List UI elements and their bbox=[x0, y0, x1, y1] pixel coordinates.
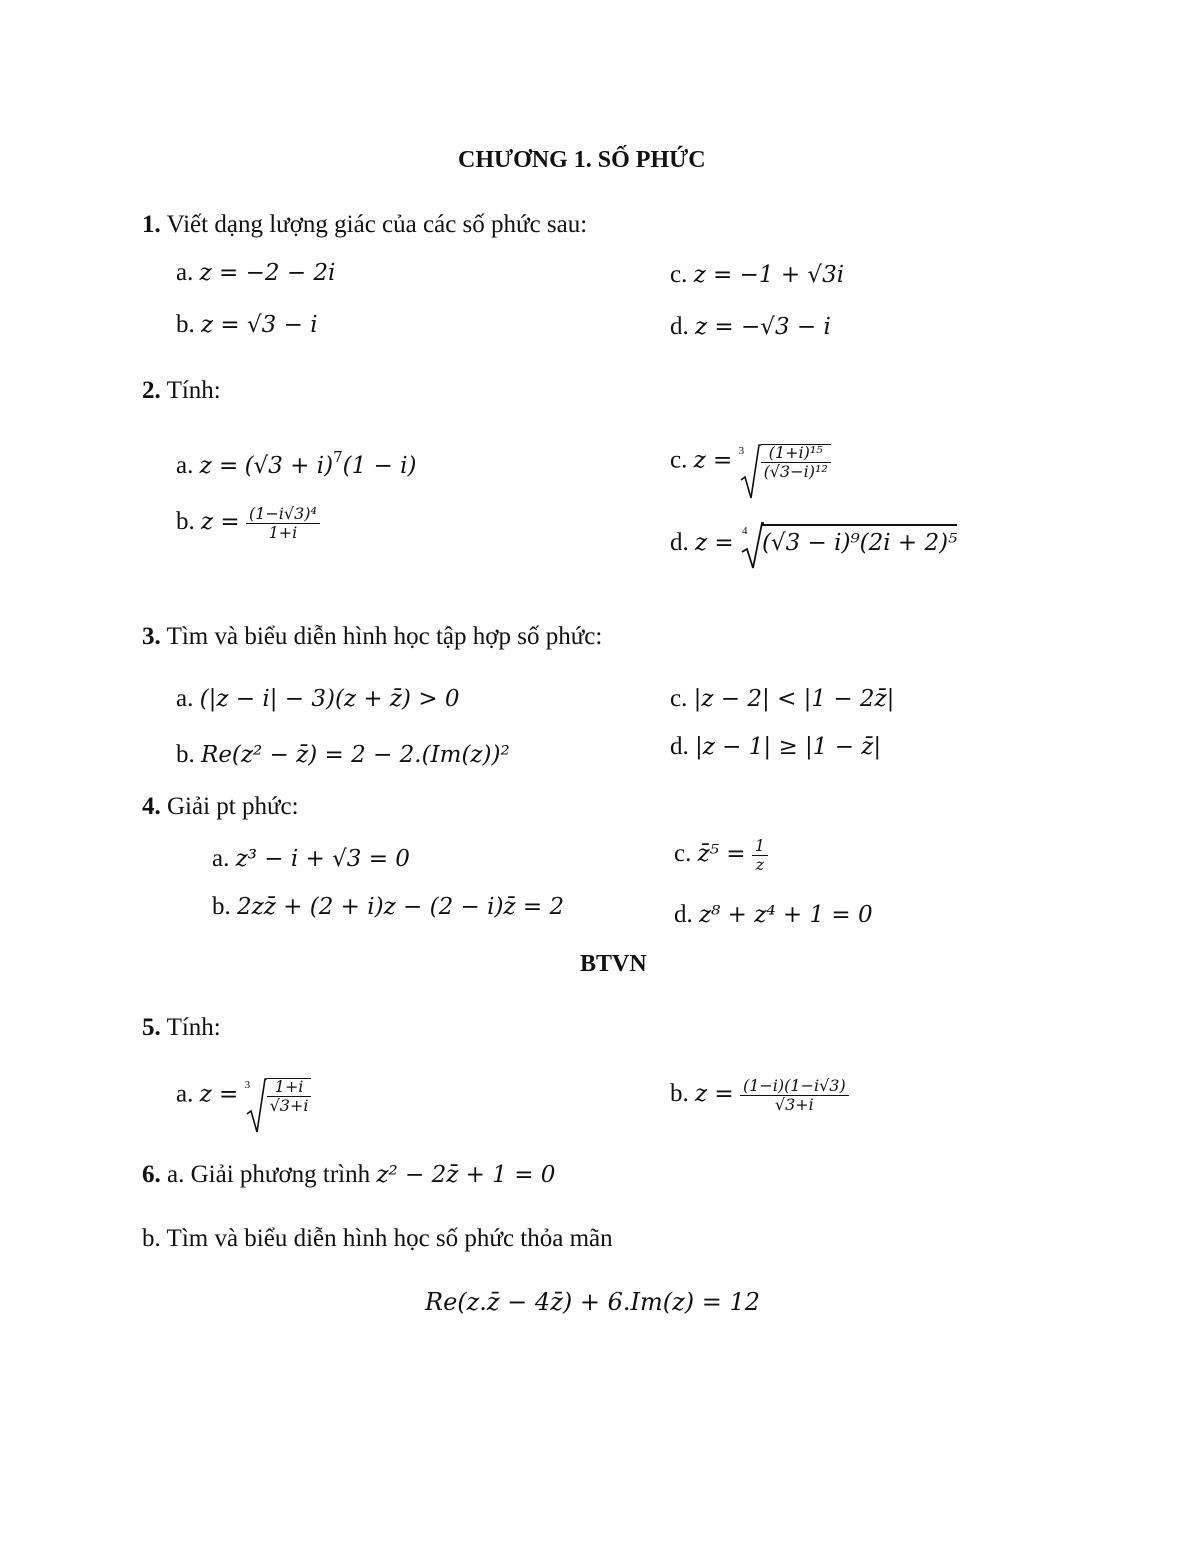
q4-c-numerator: 1 bbox=[752, 838, 768, 856]
q2-b-numerator: (1−i√3)⁴ bbox=[246, 506, 320, 524]
q1-b-label: b. bbox=[176, 311, 195, 338]
q5-a-label: a. bbox=[176, 1080, 194, 1108]
page-title: CHƯƠNG 1. SỐ PHỨC bbox=[458, 147, 706, 173]
q4-b-expr: 2zz̄ + (2 + i)z − (2 − i)z̄ = 2 bbox=[237, 894, 565, 920]
q1-a-label: a. bbox=[176, 259, 194, 286]
question-6-b-expr: Re(z.z̄ − 4z̄) + 6.Im(z) = 12 bbox=[425, 1288, 760, 1316]
q5-a-radical-sign bbox=[245, 1078, 267, 1134]
q5-b-label: b. bbox=[670, 1080, 689, 1108]
q1-d-label: d. bbox=[670, 313, 689, 340]
q3-b-label: b. bbox=[176, 741, 195, 768]
q2-a-tail: (1 − i) bbox=[342, 453, 417, 479]
q2-d-root bbox=[740, 525, 958, 556]
q2-d-radical-sign bbox=[740, 522, 764, 570]
q3-a-expr: (|z − i| − 3)(z + z̄) > 0 bbox=[199, 686, 460, 712]
q3-d-label: d. bbox=[670, 733, 689, 760]
q4-c-label: c. bbox=[674, 840, 692, 868]
q4-c-lhs: z̄⁵ = bbox=[697, 841, 746, 868]
q1-item-a bbox=[176, 260, 335, 285]
q2-c-denominator: (√3−i)¹² bbox=[763, 462, 828, 481]
q2-a-exponent: 7 bbox=[333, 448, 343, 466]
q5-b-denominator: √3+i bbox=[774, 1095, 814, 1114]
q1-a-expr: z = −2 − 2i bbox=[199, 260, 336, 286]
question-6-a bbox=[142, 1162, 555, 1187]
q2-b-fraction bbox=[246, 506, 320, 541]
q3-item-c bbox=[670, 686, 894, 711]
q4-d-expr: z⁸ + z⁴ + 1 = 0 bbox=[699, 902, 873, 928]
q5-item-a bbox=[176, 1078, 311, 1114]
q5-b-numerator: (1−i)(1−i√3) bbox=[740, 1078, 849, 1096]
q2-c-radical-sign bbox=[739, 444, 761, 500]
q5-a-root-index: 3 bbox=[244, 1079, 251, 1091]
q2-c-fraction bbox=[761, 445, 831, 480]
q3-c-label: c. bbox=[670, 685, 688, 712]
q3-item-d bbox=[670, 734, 881, 759]
q2-item-b bbox=[176, 506, 320, 541]
q2-item-c bbox=[670, 444, 831, 480]
q4-item-c bbox=[674, 838, 768, 873]
question-6-a-expr: z² − 2z̄ + 1 = 0 bbox=[376, 1162, 556, 1188]
q3-a-label: a. bbox=[176, 685, 194, 712]
question-6-b: b. Tìm và biểu diễn hình học số phức thỏa mãn bbox=[142, 1225, 613, 1252]
q2-d-radicand: (√3 − i)⁹(2i + 2)⁵ bbox=[762, 524, 957, 555]
q2-item-a bbox=[176, 448, 417, 479]
q2-c-lhs: z = bbox=[693, 447, 733, 474]
question-4-text: Giải pt phức: bbox=[167, 793, 299, 820]
q2-d-root-index: 4 bbox=[741, 525, 748, 537]
q2-a-expr: (√3 + i) bbox=[244, 453, 334, 479]
q2-a-lhs: z = bbox=[199, 453, 239, 479]
question-6-a-text: a. Giải phương trình bbox=[167, 1161, 371, 1188]
q5-item-b bbox=[670, 1078, 849, 1113]
q3-b-expr: Re(z² − z̄) = 2 − 2.(Im(z))² bbox=[201, 742, 510, 768]
question-3-text: Tìm và biểu diễn hình học tập hợp số phức: bbox=[166, 623, 603, 650]
q4-c-denominator: z bbox=[755, 855, 765, 874]
q3-d-expr: |z − 1| ≥ |1 − z̄| bbox=[695, 734, 882, 760]
q1-item-d bbox=[670, 314, 831, 339]
q4-d-label: d. bbox=[674, 901, 693, 928]
q2-d-lhs: z = bbox=[695, 530, 734, 556]
q2-c-root-index: 3 bbox=[738, 445, 745, 457]
q4-a-expr: z³ − i + √3 = 0 bbox=[235, 846, 410, 872]
q1-d-expr: z = −√3 − i bbox=[695, 314, 831, 340]
q2-b-lhs: z = bbox=[201, 509, 240, 536]
question-1-text: Viết dạng lượng giác của các số phức sau: bbox=[166, 211, 588, 238]
q1-item-c bbox=[670, 262, 844, 287]
question-1-number: 1. bbox=[142, 211, 161, 238]
q2-c-root bbox=[739, 444, 831, 480]
q5-b-lhs: z = bbox=[695, 1081, 734, 1108]
question-3-number: 3. bbox=[142, 623, 161, 650]
question-1 bbox=[142, 212, 587, 237]
q2-c-label: c. bbox=[670, 446, 688, 474]
q2-b-denominator: 1+i bbox=[268, 523, 298, 542]
question-4-number: 4. bbox=[142, 793, 161, 820]
q5-a-fraction bbox=[267, 1079, 312, 1114]
q1-b-expr: z = √3 − i bbox=[201, 312, 318, 338]
q4-b-label: b. bbox=[212, 893, 231, 920]
q1-item-b bbox=[176, 312, 318, 337]
q4-item-a bbox=[212, 846, 410, 871]
question-5-text: Tính: bbox=[166, 1014, 221, 1041]
q5-a-denominator: √3+i bbox=[269, 1096, 309, 1115]
question-2-text: Tính: bbox=[166, 377, 221, 404]
question-2-number: 2. bbox=[142, 377, 161, 404]
q3-c-expr: |z − 2| < |1 − 2z̄| bbox=[693, 686, 895, 712]
q4-item-d bbox=[674, 902, 873, 927]
q2-item-d bbox=[670, 525, 958, 556]
q5-b-fraction bbox=[740, 1078, 849, 1113]
q4-item-b bbox=[212, 894, 564, 919]
q2-a-label: a. bbox=[176, 452, 194, 479]
q2-c-numerator: (1+i)¹⁵ bbox=[761, 445, 831, 463]
question-4 bbox=[142, 794, 299, 819]
question-5 bbox=[142, 1015, 221, 1040]
q5-a-numerator: 1+i bbox=[267, 1079, 312, 1097]
q1-c-expr: z = −1 + √3i bbox=[693, 262, 845, 288]
btvn-heading: BTVN bbox=[580, 951, 647, 977]
question-2 bbox=[142, 378, 221, 403]
q2-d-label: d. bbox=[670, 529, 689, 556]
question-5-number: 5. bbox=[142, 1014, 161, 1041]
q1-c-label: c. bbox=[670, 261, 688, 288]
q5-a-root bbox=[245, 1078, 312, 1114]
q2-b-label: b. bbox=[176, 508, 195, 536]
q4-a-label: a. bbox=[212, 845, 230, 872]
q5-a-lhs: z = bbox=[199, 1081, 239, 1108]
q3-item-b bbox=[176, 742, 510, 767]
q3-item-a bbox=[176, 686, 460, 711]
question-6-number: 6. bbox=[142, 1161, 161, 1188]
q4-c-fraction bbox=[752, 838, 768, 873]
question-3 bbox=[142, 624, 602, 649]
